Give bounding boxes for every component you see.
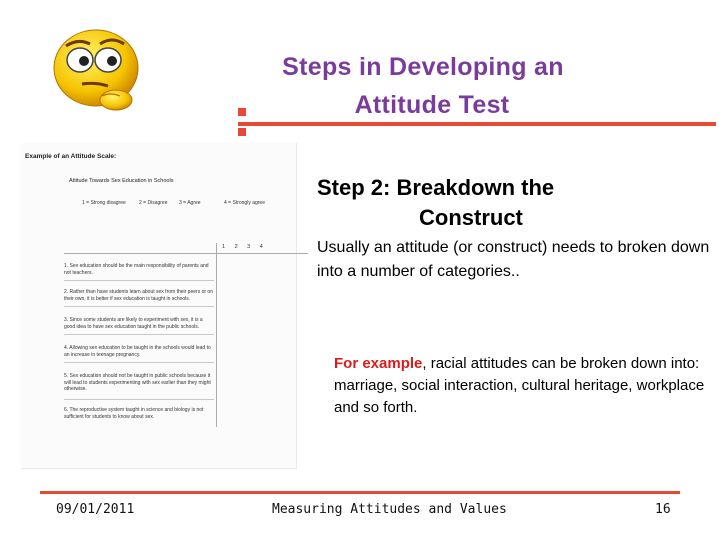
table-header-row	[64, 243, 308, 254]
scale-label: 2 = Disagree	[139, 200, 168, 206]
scale-label: 1 = Strong disagree	[82, 200, 126, 206]
divider-square	[238, 128, 246, 136]
scale-table	[64, 243, 308, 427]
slide-number: 16	[655, 502, 671, 517]
scale-label: 4 = Strongly agree	[224, 200, 265, 206]
scale-item: 2. Rather than have students learn about sex from their peers or on their own, it is better if sex education is taught in schools.	[64, 289, 213, 302]
example-text	[334, 353, 714, 419]
row-rule	[64, 306, 214, 307]
title-line-1: Steps in Developing an	[282, 53, 564, 81]
footer-title: Measuring Attitudes and Values	[272, 502, 507, 517]
footer-date: 09/01/2011	[56, 502, 135, 517]
row-rule	[64, 334, 214, 335]
example-body: , racial attitudes can be broken down into: marriage, social interaction, cultural heritage, workplace and so forth.	[334, 355, 705, 416]
thinking-smiley-icon	[40, 24, 164, 116]
step-heading-line-1: Step 2: Breakdown the	[317, 175, 555, 200]
row-rule	[64, 280, 214, 281]
scale-item: 1. Sex education should be the main responsibility of parents and not teachers.	[64, 263, 209, 276]
step-description: Usually an attitude (or construct) needs to broken down into a number of categories..	[317, 239, 710, 280]
thumbnail-heading: Example of an Attitude Scale:	[25, 153, 117, 160]
rating-columns: 1 2 3 4	[222, 244, 263, 250]
table-divider	[216, 243, 217, 427]
attitude-scale-thumbnail	[21, 143, 297, 469]
slide-title	[228, 48, 618, 124]
thumbnail-subtitle: Attitude Towards Sex Education in Schools	[69, 178, 174, 184]
footer-divider	[40, 491, 680, 494]
title-line-2: Attitude Test	[354, 91, 510, 119]
step-heading	[317, 173, 647, 233]
title-divider	[238, 122, 716, 126]
scale-item: 3. Since some students are likely to experiment with sex, it is a good idea to have sex education taught in the public schools.	[64, 317, 203, 330]
step-heading-line-2: Construct	[419, 205, 523, 230]
scale-item: 5. Sex education should not be taught in public schools because it will lead to students experimenting with sex earlier than they might otherwise.	[64, 373, 211, 392]
scale-label: 3 = Agree	[179, 200, 201, 206]
scale-item: 6. The reproductive system taught in science and biology is not sufficient for students to know about sex.	[64, 407, 204, 420]
row-rule	[64, 362, 214, 363]
divider-square	[238, 108, 246, 116]
scale-item: 4. Allowing sex education to be taught in the schools would lead to an increase in teenage pregnancy.	[64, 345, 211, 358]
row-rule	[64, 399, 214, 400]
example-lead: For example	[334, 355, 423, 372]
